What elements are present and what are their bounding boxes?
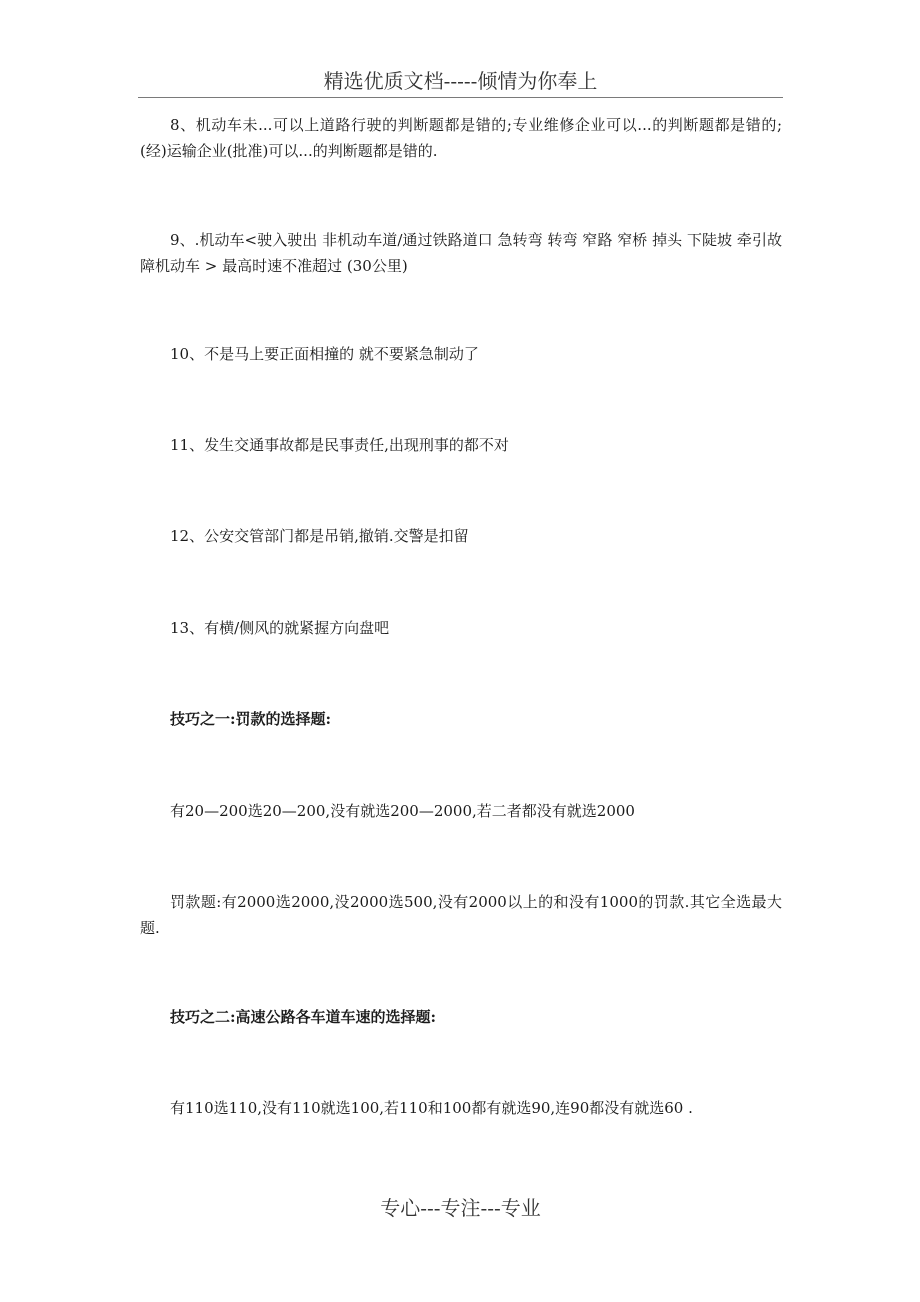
page-footer: 专心---专注---专业 <box>380 1196 541 1220</box>
paragraph-item-13: 13、有横/侧风的就紧握方向盘吧 <box>170 619 390 637</box>
section-heading-highway-speed: 技巧之二:高速公路各车道车速的选择题: <box>170 1008 437 1026</box>
paragraph-item-8: 8、机动车未...可以上道路行驶的判断题都是错的;专业维修企业可以...的判断题都是错的;(经)运输企业(批准)可以...的判断题都是错的. <box>140 116 782 160</box>
paragraph-item-12: 12、公安交管部门都是吊销,撤销.交警是扣留 <box>170 527 469 545</box>
header-divider <box>138 97 783 98</box>
paragraph-item-10: 10、不是马上要正面相撞的 就不要紧急制动了 <box>170 345 479 363</box>
paragraph-item-11: 11、发生交通事故都是民事责任,出现刑事的都不对 <box>170 436 509 454</box>
paragraph-highway-speed-rule: 有110选110,没有110就选100,若110和100都有就选90,连90都没有就选60 . <box>170 1099 693 1117</box>
paragraph-fines-rule: 有20—200选20—200,没有就选200—2000,若二者都没有就选2000 <box>170 802 635 820</box>
section-heading-fines: 技巧之一:罚款的选择题: <box>170 710 332 728</box>
paragraph-fines-detail: 罚款题:有2000选2000,没2000选500,没有2000以上的和没有1000的罚款.其它全选最大题. <box>140 893 782 937</box>
paragraph-item-9: 9、.机动车<驶入驶出 非机动车道/通过铁路道口 急转弯 转弯 窄路 窄桥 掉头 下陡坡 牵引故障机动车 > 最高时速不准超过 (30公里) <box>140 231 782 275</box>
page-header: 精选优质文档-----倾情为你奉上 <box>323 69 598 93</box>
